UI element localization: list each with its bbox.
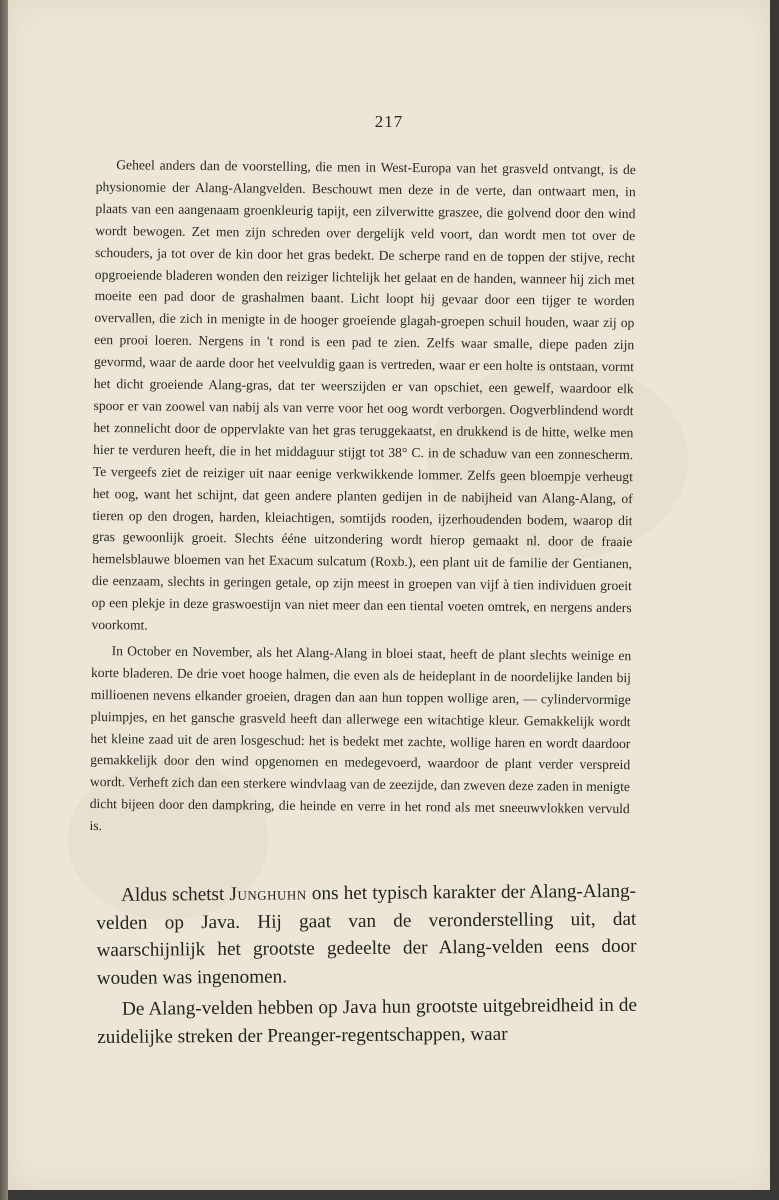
quote-paragraph-2: In October en November, als het Alang-Alang in bloei staat, heeft de plant slechts weinige en korte bladeren. De drie voet hooge halmen, die even als de heideplant in de noordelijke landen bij millioenen nevens elkander groeien, dragen dan aan hun toppen wollige aren, — cylindervormige pluimpjes, en het gansche grasveld heeft dan allerwege een witachtige kleur. Gemakkelijk wordt het kleine zaad uit de aren losgeschud: het is bedekt met zachte, wollige haren en wordt daardoor gemakkelijk door den wind opgenomen en medegevoerd, waardoor de plant verder verspreid wordt. Verheft zich dan een sterkere windvlaag van de zeezijde, dan zweven deze zaden in menigte dicht bijeen door den dampkring, die heinde en verre in het rond als met sneeuwvlokken vervuld is. — [89, 643, 632, 834]
main-paragraph-1 — [96, 878, 637, 993]
main-text — [96, 878, 637, 1052]
page-number: 217 — [374, 112, 404, 131]
main-paragraph-2: De Alang-velden hebben op Java hun grootste uitgebreidheid in de zuidelijke streken der Preanger-regentschappen, waar — [97, 995, 638, 1048]
text-run: Aldus schetst — [120, 883, 230, 906]
quoted-passage — [89, 154, 636, 842]
text-run: ons het typisch karakter der Alang-Alang-velden op Java. Hij gaat van de veronderstelling uit, dat waarschijnlijk het grootste gedeelte der Alang-velden eens door wouden was ingenomen. — [96, 880, 637, 989]
author-name: Junghuhn — [229, 883, 307, 905]
book-page — [8, 0, 770, 1190]
quote-paragraph-1: Geheel anders dan de voorstelling, die men in West-Europa van het grasveld ontvangt, is de physionomie der Alang-Alangvelden. Beschouwt men deze in de verte, dan ontwaart men, in plaats van een aangenaam groenkleurig tapijt, een zilverwitte graszee, die golvend door den wind wordt bewogen. Zet men zijn schreden over dergelijk veld voort, dan wordt men tot over de schouders, ja tot over de kin door het gras bedekt. De scherpe rand en de toppen der stijve, recht opgroeiende bladeren wonden den reiziger lichtelijk het gelaat en de handen, wanneer hij zich met moeite een pad door de grashalmen baant. Licht loopt hij gevaar door een tijger te worden overvallen, die zich in menigte in de hooger groeiende glagah-groepen schuil houden, waar zij op een prooi loeren. Nergens in 't rond is een pad te zien. Zelfs waar smalle, diepe paden zijn gevormd, waar de aarde door het veelvuldig gaan is vertreden, waar er een holte is ontstaan, vormt het dicht groeiende Alang-gras, dat ter weerszijden er van opschiet, een gewelf, waardoor elk spoor er van zoowel van nabij als van verre voor het oog wordt verborgen. Oogverblindend wordt het zonnelicht door de oppervlakte van het gras teruggekaatst, en drukkend is de hitte, welke men hier te verduren heeft, die in het middaguur stijgt tot 38° C. in de schaduw van een zonnescherm. Te vergeefs ziet de reiziger uit naar eenige verkwikkende lommer. Zelfs geen bloempje verheugt het oog, want het schijnt, dat geen andere planten gedijen in de nabijheid van Alang-Alang, of tieren op den drogen, harden, kleiachtigen, somtijds rooden, ijzerhoudenden bodem, waarop dit gras gewoonlijk groeit. Slechts ééne uitzondering wordt hierop gemaakt nl. door de fraaie hemelsblauwe bloemen van het Exacum sulcatum (Roxb.), een plant uit de familie der Gentianen, die eenzaam, slechts in geringen getale, op zijn meest in groepen van vijf à tien individuen groeit op een plekje in deze graswoestijn van niet meer dan een tiental voeten omtrek, en nergens anders voorkomt. — [91, 157, 636, 633]
book-gutter — [0, 0, 8, 1200]
